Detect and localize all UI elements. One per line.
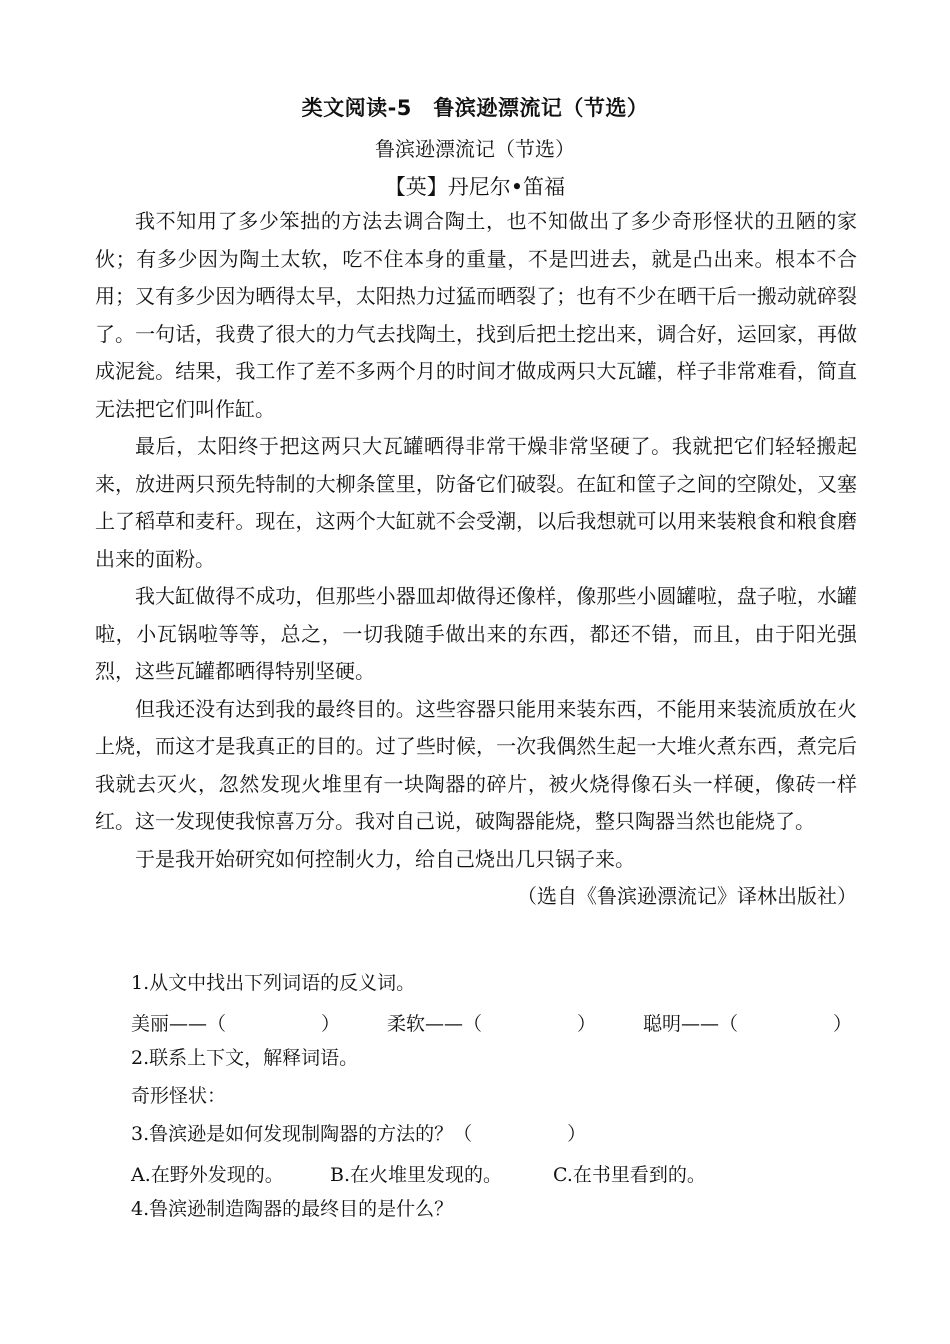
question-3-option-a: A.在野外发现的。 (131, 1164, 284, 1186)
article-title: 鲁滨逊漂流记（节选） (375, 137, 575, 161)
article-author: 【英】丹尼尔•笛福 (384, 175, 566, 199)
question-2-term: 奇形怪状： (131, 1085, 227, 1107)
paragraph: 我不知用了多少笨拙的方法去调合陶土，也不知做出了多少奇形怪状的丑陋的家伙；有多少因为陶土太软，吃不住本身的重量，不是凹进去，就是凸出来。根本不合用；又有多少因为晒得太早，太阳热力过猛而晒裂了；也有不少在晒干后一搬动就碎裂了。一句话，我费了很大的力气去找陶土，找到后把土挖出来，调合好，运回家，再做成泥瓮。结果，我工作了差不多两个月的时间才做成两只大瓦罐，样子非常难看，简直无法把它们叫作缸。 (95, 209, 857, 421)
paragraph: 最后，太阳终于把这两只大瓦罐晒得非常干燥非常坚硬了。我就把它们轻轻搬起来，放进两只预先特制的大柳条筐里，防备它们破裂。在缸和筐子之间的空隙处，又塞上了稻草和麦秆。现在，这两个大缸就不会受潮，以后我想就可以用来装粮食和粮食磨出来的面粉。 (95, 434, 857, 571)
page-title: 类文阅读-5 鲁滨逊漂流记（节选） (301, 96, 649, 120)
question-1-item: 美丽——（ ） (131, 1013, 341, 1035)
question-1-item: 柔软——（ ） (387, 1013, 597, 1035)
article-body (95, 203, 857, 916)
question-4: 4.鲁滨逊制造陶器的最终目的是什么？ (131, 1198, 454, 1220)
question-2: 2.联系上下文，解释词语。 (131, 1047, 359, 1069)
question-3-option-b: B.在火堆里发现的。 (330, 1164, 503, 1186)
paragraph: 我大缸做得不成功，但那些小器皿却做得还像样，像那些小圆罐啦，盘子啦，水罐啦，小瓦锅啦等等，总之，一切我随手做出来的东西，都还不错，而且，由于阳光强烈，这些瓦罐都晒得特别坚硬。 (95, 584, 857, 683)
paragraph: 于是我开始研究如何控制火力，给自己烧出几只锅子来。 (135, 846, 635, 871)
paragraph: 但我还没有达到我的最终目的。这些容器只能用来装东西，不能用来装流质放在火上烧，而这才是我真正的目的。过了些时候，一次我偶然生起一大堆火煮东西，煮完后我就去灭火，忽然发现火堆里有一块陶器的碎片，被火烧得像石头一样硬，像砖一样红。这一发现使我惊喜万分。我对自己说，破陶器能烧，整只陶器当然也能烧了。 (95, 696, 857, 833)
question-3-option-c: C.在书里看到的。 (553, 1164, 706, 1186)
question-1-item: 聪明——（ ） (643, 1013, 853, 1035)
question-3: 3.鲁滨逊是如何发现制陶器的方法的？（ ） (131, 1123, 587, 1145)
article-source: （选自《鲁滨逊漂流记》译林出版社） (517, 884, 857, 908)
question-1: 1.从文中找出下列词语的反义词。 (131, 972, 416, 994)
